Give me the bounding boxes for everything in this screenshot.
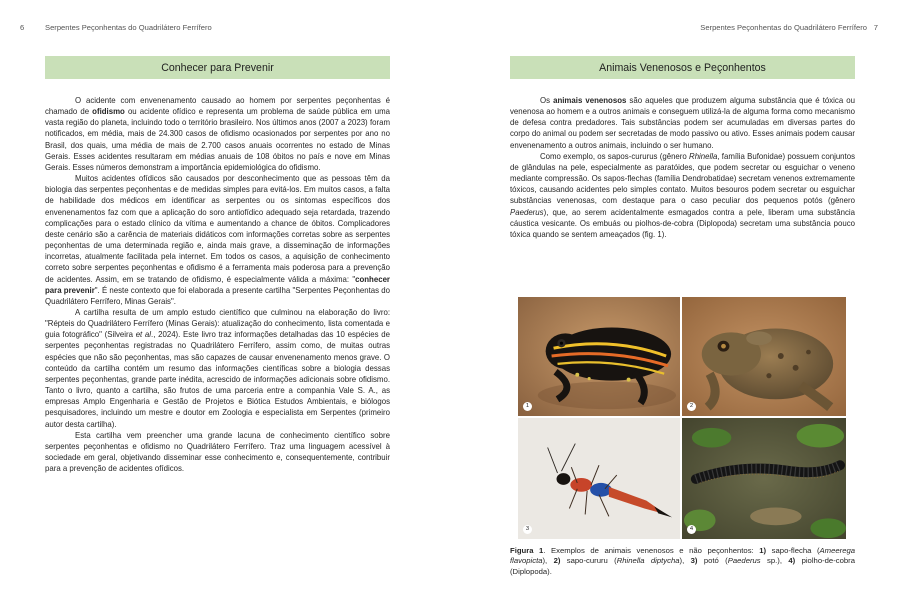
figure-caption <box>510 546 855 577</box>
body-text <box>45 95 390 474</box>
text-run: 2) <box>553 556 561 566</box>
paragraph <box>45 430 390 475</box>
text-run: Rhinella diptycha <box>616 556 680 566</box>
paragraph <box>510 95 855 151</box>
text-run: Como exemplo, os sapos-cururus (gênero <box>540 151 690 161</box>
right-page <box>450 0 900 600</box>
text-run: sapo-flecha ( <box>766 546 820 555</box>
figure-panel-label: 1 <box>523 402 532 411</box>
text-run: A cartilha resulta de um amplo estudo científico que culminou na elaboração do livro: "Répteis do Quadrilátero Ferrífero (Minas Gerais): atualização do conhecimento, lista comentada e guia fotográfico" (Silveira <box>45 307 390 340</box>
figure-photo-grid <box>517 296 847 540</box>
body-text <box>510 95 855 240</box>
text-run: sapo-cururu ( <box>560 556 617 566</box>
text-run: Paederus <box>510 207 544 217</box>
text-run: ), que, ao serem acidentalmente esmagados contra a pele, liberam uma substância cáustica vesicante. Os embuás ou piolhos-de-cobra (Diplopoda) secretam uma substância pouco tóxica quando se sentem ameaçados (fig. 1). <box>510 207 855 239</box>
text-run: 3) <box>690 556 698 566</box>
text-run: potó ( <box>697 556 728 566</box>
photo-cane-toad <box>681 296 847 417</box>
text-run: 1) <box>759 546 767 555</box>
text-run: ofidismo <box>92 107 125 117</box>
section-title-text: Animais Venenosos e Peçonhentos <box>599 61 766 74</box>
section-title <box>510 56 855 79</box>
section-title <box>45 56 390 79</box>
text-run: Os <box>540 96 554 105</box>
figure-panel-label: 4 <box>687 525 696 534</box>
text-run: ), <box>542 556 554 566</box>
figure-panel-label: 3 <box>523 525 532 534</box>
photo-rove-beetle <box>517 417 681 540</box>
text-run: ". É neste contexto que foi elaborada a presente cartilha "Serpentes Peçonhentas do Quadrilátero Ferrífero, Minas Gerais". <box>45 285 390 306</box>
text-run: Esta cartilha vem preencher uma grande lacuna de conhecimento científico sobre serpentes peçonhentas e ofidismo no Quadrilátero Ferrífero. Traz uma linguagem acessível à sociedade em geral, objetivando disseminar esse conhecimento e, consequentemente, contribuir para a prevenção de acidentes ofídicos. <box>45 430 390 474</box>
running-head: Serpentes Peçonhentas do Quadrilátero Ferrífero <box>700 23 867 32</box>
section-title-text: Conhecer para Prevenir <box>161 61 274 74</box>
text-run: piolho-de-cobra (Diplopoda). <box>510 556 855 576</box>
photo-millipede <box>681 417 847 540</box>
text-run: conhecer para prevenir <box>45 274 390 295</box>
page-number: 6 <box>20 23 25 32</box>
text-run: ., 2024). Este livro traz informações detalhadas das 10 espécies de serpentes peçonhentas registradas no Quadrilátero Ferrífero, assim como, de muitas outras espécies que não são peçonhentas, mas são capazes de causar envenenamento menos grave. O conteúdo da cartilha contém um resumo das informações científicas sobre a biologia dessas serpentes peçonhentas, grande parte inédita, acrescido de informações adicionais sobre ofidismo. Tanto o livro, quanto a cartilha, são frutos de uma parceria entre a companhia Vale S. A., as empresas Amplo Engenharia e Gestão de Projetos e Biótica Estudos Ambientais, e biólogos pesquisadores, incluindo um mestre e doutor em Zoologia e especialista em Serpentes (primeiro autor desta cartilha). <box>45 330 391 429</box>
paragraph <box>510 151 855 240</box>
text-run: Muitos acidentes ofídicos são causados por desconhecimento que as pessoas têm da biologia das serpentes peçonhentas e de medidas simples para evitá-los. Em muitos casos, a falta de habilidade dos médicos em identificar as serpentes ou os sintomas específicos dos envenenamentos faz com que a aplicação do soro antiofídico adequado seja retardada, trazendo complicações para o estado clínico da vítima e aumentando a chance de óbitos. Complicadores deste cenário são a carência de materiais didáticos com informações corretas sobre as serpentes peçonhentas de uma determinada região e, ainda mais grave, a disseminação de informações incorretas, atualmente facilitada pela internet. Em todos os casos, a aquisição de conhecimento correto sobre serpentes peçonhentas e ofidismo é a ferramenta mais poderosa para a prevenção de acidentes. Assim, em se tratando de ofidismo, é especialmente válida a máxima: " <box>45 174 390 284</box>
text-run: ou acidente ofídico e representa um problema de saúde pública em uma vasta região do planeta, incluindo todo o território brasileiro. Nos últimos anos (2007 a 2023) foram notificados, em média, mais de 24.300 casos de ofidismo ocasionados por serpentes por ano no Brasil, dos quais, uma média de mais de 2.700 casos anuais ocorrentes no estado de Minas Gerais. Esses acidentes resultaram em médias anuais de 108 óbitos no país e nove em Minas Gerais. Esses números demonstram a importância epidemiológica do ofidismo. <box>45 107 390 172</box>
text-run: Paederus <box>727 556 761 566</box>
text-run: O acidente com envenenamento causado ao homem por serpentes peçonhentas é chamado de <box>45 96 390 117</box>
paragraph <box>45 307 390 430</box>
text-run: , família Bufonidae) possuem conjuntos de glândulas na pele, especialmente as paratóides, que podem secretar ou esguichar o veneno mediante compressão. Os sapos-flechas (família Dendrobatidae) secretam venenos extremamente tóxicos, causando acidentes pelo simples contato. Muitos besouros podem secretar ou esguichar substâncias venenosas, com destaque para o caso peculiar dos pequenos potós (gênero <box>510 151 856 206</box>
text-run: Rhinella <box>689 151 718 161</box>
text-run: Ameerega flavopicta <box>510 546 856 566</box>
text-run: 4) <box>788 556 796 566</box>
figure-panel-label: 2 <box>687 402 696 411</box>
text-run: animais venenosos <box>553 96 627 105</box>
text-run: Figura 1 <box>510 546 544 555</box>
text-run: ), <box>679 556 691 566</box>
text-run: . Exemplos de animais venenosos e não peçonhentos: <box>543 546 760 555</box>
text-run: et al <box>135 330 152 340</box>
page-number: 7 <box>873 23 878 32</box>
photo-poison-dart-frog <box>517 296 681 417</box>
paragraph <box>45 95 390 173</box>
text-run: sp.), <box>760 556 789 566</box>
running-head: Serpentes Peçonhentas do Quadrilátero Ferrífero <box>45 23 212 32</box>
text-run: são aqueles que produzem alguma substância que é tóxica ou venenosa ao homem e a outros animais e conseguem utilizá-la de alguma forma como mecanismo de defesa contra predadores. Tais substâncias podem ser acumuladas em diversas partes do corpo do animal ou podem ser secretadas de modo passivo ou ativo. Esses animais podem causar envenenamento a outros animais, incluindo o ser humano. <box>510 96 855 150</box>
paragraph <box>45 173 390 307</box>
